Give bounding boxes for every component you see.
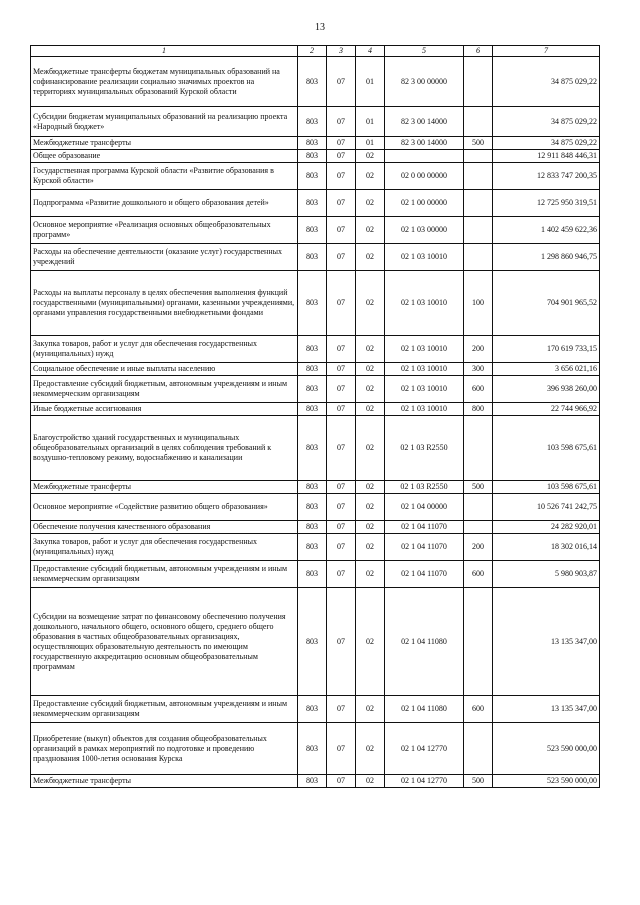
row-section-code: 07 — [327, 481, 356, 494]
row-section-code: 07 — [327, 107, 356, 137]
row-subsection-code: 02 — [356, 588, 385, 696]
row-target-code: 02 1 03 R2550 — [385, 481, 464, 494]
row-subsection-code: 01 — [356, 57, 385, 107]
row-section-code: 07 — [327, 534, 356, 561]
row-target-code: 02 0 00 00000 — [385, 163, 464, 190]
row-section-code: 07 — [327, 244, 356, 271]
row-admin-code: 803 — [298, 271, 327, 336]
row-name: Межбюджетные трансферты — [31, 481, 298, 494]
row-section-code: 07 — [327, 696, 356, 723]
row-target-code: 82 3 00 14000 — [385, 107, 464, 137]
row-expense-type — [464, 163, 493, 190]
row-subsection-code: 02 — [356, 696, 385, 723]
table-row — [31, 163, 600, 190]
row-section-code: 07 — [327, 363, 356, 376]
row-expense-type — [464, 416, 493, 481]
row-admin-code: 803 — [298, 137, 327, 150]
header-col-4: 4 — [356, 46, 385, 57]
row-section-code: 07 — [327, 376, 356, 403]
row-admin-code: 803 — [298, 107, 327, 137]
row-target-code: 02 1 04 11070 — [385, 534, 464, 561]
row-expense-type: 500 — [464, 137, 493, 150]
row-name: Государственная программа Курской области «Развитие образования в Курской области» — [31, 163, 298, 190]
row-section-code: 07 — [327, 723, 356, 775]
table-row — [31, 723, 600, 775]
row-name: Иные бюджетные ассигнования — [31, 403, 298, 416]
row-admin-code: 803 — [298, 57, 327, 107]
row-admin-code: 803 — [298, 403, 327, 416]
row-subsection-code: 02 — [356, 150, 385, 163]
row-subsection-code: 02 — [356, 163, 385, 190]
table-row — [31, 376, 600, 403]
row-admin-code: 803 — [298, 363, 327, 376]
row-amount: 396 938 260,00 — [493, 376, 600, 403]
row-target-code: 02 1 04 11080 — [385, 588, 464, 696]
header-col-2: 2 — [298, 46, 327, 57]
row-admin-code: 803 — [298, 150, 327, 163]
row-subsection-code: 01 — [356, 137, 385, 150]
table-row — [31, 137, 600, 150]
row-expense-type: 100 — [464, 271, 493, 336]
row-subsection-code: 02 — [356, 244, 385, 271]
row-amount: 24 282 920,01 — [493, 521, 600, 534]
table-row — [31, 775, 600, 788]
row-section-code: 07 — [327, 775, 356, 788]
row-amount: 523 590 000,00 — [493, 723, 600, 775]
row-name: Закупка товаров, работ и услуг для обеспечения государственных (муниципальных) нужд — [31, 534, 298, 561]
table-header-row — [31, 46, 600, 57]
table-row — [31, 150, 600, 163]
row-expense-type — [464, 244, 493, 271]
row-amount: 22 744 966,92 — [493, 403, 600, 416]
row-section-code: 07 — [327, 494, 356, 521]
table-row — [31, 534, 600, 561]
row-admin-code: 803 — [298, 723, 327, 775]
row-target-code: 02 1 04 00000 — [385, 494, 464, 521]
row-amount: 523 590 000,00 — [493, 775, 600, 788]
row-target-code: 82 3 00 14000 — [385, 137, 464, 150]
row-expense-type: 500 — [464, 481, 493, 494]
row-expense-type: 200 — [464, 534, 493, 561]
row-amount: 34 875 029,22 — [493, 57, 600, 107]
row-expense-type: 800 — [464, 403, 493, 416]
row-section-code: 07 — [327, 521, 356, 534]
row-amount: 34 875 029,22 — [493, 137, 600, 150]
row-amount: 13 135 347,00 — [493, 588, 600, 696]
row-amount: 103 598 675,61 — [493, 416, 600, 481]
table-row — [31, 561, 600, 588]
table-row — [31, 588, 600, 696]
row-target-code: 02 1 03 10010 — [385, 336, 464, 363]
row-subsection-code: 02 — [356, 416, 385, 481]
row-expense-type: 600 — [464, 561, 493, 588]
row-amount: 18 302 016,14 — [493, 534, 600, 561]
row-expense-type — [464, 217, 493, 244]
row-name: Приобретение (выкуп) объектов для создания общеобразовательных организаций в рамках мероприятий по подготовке и проведению празднования 1000-летия основания Курска — [31, 723, 298, 775]
budget-table — [30, 45, 600, 788]
row-name: Социальное обеспечение и иные выплаты населению — [31, 363, 298, 376]
row-amount: 12 725 950 319,51 — [493, 190, 600, 217]
row-target-code: 02 1 03 00000 — [385, 217, 464, 244]
row-admin-code: 803 — [298, 481, 327, 494]
row-section-code: 07 — [327, 57, 356, 107]
row-section-code: 07 — [327, 271, 356, 336]
row-expense-type — [464, 150, 493, 163]
table-row — [31, 217, 600, 244]
row-target-code: 02 1 03 10010 — [385, 376, 464, 403]
row-name: Субсидии бюджетам муниципальных образований на реализацию проекта «Народный бюджет» — [31, 107, 298, 137]
row-subsection-code: 02 — [356, 534, 385, 561]
row-target-code: 02 1 04 11080 — [385, 696, 464, 723]
table-row — [31, 107, 600, 137]
table-row — [31, 190, 600, 217]
row-amount: 13 135 347,00 — [493, 696, 600, 723]
row-subsection-code: 02 — [356, 217, 385, 244]
header-col-6: 6 — [464, 46, 493, 57]
row-admin-code: 803 — [298, 494, 327, 521]
row-amount: 3 656 021,16 — [493, 363, 600, 376]
row-target-code: 02 1 04 12770 — [385, 723, 464, 775]
row-amount: 12 911 848 446,31 — [493, 150, 600, 163]
row-name: Предоставление субсидий бюджетным, автономным учреждениям и иным некоммерческим организациям — [31, 376, 298, 403]
row-amount: 12 833 747 200,35 — [493, 163, 600, 190]
row-admin-code: 803 — [298, 244, 327, 271]
row-name: Благоустройство зданий государственных и муниципальных общеобразовательных организаций в целях соблюдения требований к воздушно-тепловому режиму, водоснабжению и канализации — [31, 416, 298, 481]
row-target-code: 02 1 03 10010 — [385, 271, 464, 336]
row-amount: 1 402 459 622,36 — [493, 217, 600, 244]
row-admin-code: 803 — [298, 217, 327, 244]
table-row — [31, 244, 600, 271]
row-subsection-code: 01 — [356, 107, 385, 137]
row-subsection-code: 02 — [356, 494, 385, 521]
row-subsection-code: 02 — [356, 481, 385, 494]
table-row — [31, 494, 600, 521]
row-name: Общее образование — [31, 150, 298, 163]
row-name: Расходы на обеспечение деятельности (оказание услуг) государственных учреждений — [31, 244, 298, 271]
row-section-code: 07 — [327, 336, 356, 363]
row-target-code: 02 1 00 00000 — [385, 190, 464, 217]
row-expense-type — [464, 190, 493, 217]
row-section-code: 07 — [327, 561, 356, 588]
row-section-code: 07 — [327, 217, 356, 244]
row-expense-type — [464, 107, 493, 137]
row-section-code: 07 — [327, 403, 356, 416]
row-expense-type — [464, 521, 493, 534]
row-amount: 34 875 029,22 — [493, 107, 600, 137]
row-section-code: 07 — [327, 163, 356, 190]
row-target-code: 02 1 03 10010 — [385, 244, 464, 271]
row-target-code: 02 1 03 10010 — [385, 363, 464, 376]
row-name: Подпрограмма «Развитие дошкольного и общего образования детей» — [31, 190, 298, 217]
row-expense-type: 600 — [464, 696, 493, 723]
row-amount: 10 526 741 242,75 — [493, 494, 600, 521]
row-admin-code: 803 — [298, 521, 327, 534]
row-target-code: 02 1 04 12770 — [385, 775, 464, 788]
row-admin-code: 803 — [298, 163, 327, 190]
row-target-code: 02 1 03 10010 — [385, 403, 464, 416]
table-row — [31, 403, 600, 416]
row-subsection-code: 02 — [356, 723, 385, 775]
row-target-code: 82 3 00 00000 — [385, 57, 464, 107]
row-admin-code: 803 — [298, 376, 327, 403]
row-name: Предоставление субсидий бюджетным, автономным учреждениям и иным некоммерческим организациям — [31, 561, 298, 588]
row-name: Предоставление субсидий бюджетным, автономным учреждениям и иным некоммерческим организациям — [31, 696, 298, 723]
header-col-5: 5 — [385, 46, 464, 57]
row-target-code — [385, 150, 464, 163]
header-col-3: 3 — [327, 46, 356, 57]
row-section-code: 07 — [327, 190, 356, 217]
table-row — [31, 363, 600, 376]
row-admin-code: 803 — [298, 696, 327, 723]
table-row — [31, 57, 600, 107]
row-section-code: 07 — [327, 416, 356, 481]
row-subsection-code: 02 — [356, 376, 385, 403]
row-name: Межбюджетные трансферты — [31, 137, 298, 150]
row-expense-type — [464, 494, 493, 521]
row-subsection-code: 02 — [356, 363, 385, 376]
table-row — [31, 271, 600, 336]
row-subsection-code: 02 — [356, 271, 385, 336]
table-row — [31, 481, 600, 494]
row-expense-type: 500 — [464, 775, 493, 788]
row-amount: 704 901 965,52 — [493, 271, 600, 336]
page-number: 13 — [315, 22, 325, 33]
row-name: Основное мероприятие «Реализация основных общеобразовательных программ» — [31, 217, 298, 244]
row-section-code: 07 — [327, 137, 356, 150]
table-row — [31, 336, 600, 363]
row-admin-code: 803 — [298, 336, 327, 363]
row-target-code: 02 1 03 R2550 — [385, 416, 464, 481]
row-name: Субсидии на возмещение затрат по финансовому обеспечению получения дошкольного, начального общего, основного общего, среднего общего образования в частных общеобразовательных организациях, осуществляющих образовательную деятельность по имеющим государственную аккредитацию основным общеобразовательным программам — [31, 588, 298, 696]
row-amount: 5 980 903,87 — [493, 561, 600, 588]
row-expense-type — [464, 588, 493, 696]
row-expense-type — [464, 723, 493, 775]
row-amount: 1 298 860 946,75 — [493, 244, 600, 271]
row-subsection-code: 02 — [356, 521, 385, 534]
row-subsection-code: 02 — [356, 775, 385, 788]
table-row — [31, 521, 600, 534]
row-subsection-code: 02 — [356, 336, 385, 363]
row-expense-type: 300 — [464, 363, 493, 376]
row-target-code: 02 1 04 11070 — [385, 521, 464, 534]
row-name: Закупка товаров, работ и услуг для обеспечения государственных (муниципальных) нужд — [31, 336, 298, 363]
row-name: Обеспечение получения качественного образования — [31, 521, 298, 534]
row-admin-code: 803 — [298, 561, 327, 588]
row-subsection-code: 02 — [356, 403, 385, 416]
row-admin-code: 803 — [298, 416, 327, 481]
row-subsection-code: 02 — [356, 190, 385, 217]
row-expense-type — [464, 57, 493, 107]
row-admin-code: 803 — [298, 775, 327, 788]
row-amount: 103 598 675,61 — [493, 481, 600, 494]
row-admin-code: 803 — [298, 190, 327, 217]
row-expense-type: 600 — [464, 376, 493, 403]
row-expense-type: 200 — [464, 336, 493, 363]
row-name: Основное мероприятие «Содействие развитию общего образования» — [31, 494, 298, 521]
row-name: Межбюджетные трансферты — [31, 775, 298, 788]
row-subsection-code: 02 — [356, 561, 385, 588]
table-row — [31, 416, 600, 481]
row-section-code: 07 — [327, 150, 356, 163]
row-admin-code: 803 — [298, 534, 327, 561]
row-section-code: 07 — [327, 588, 356, 696]
row-target-code: 02 1 04 11070 — [385, 561, 464, 588]
row-admin-code: 803 — [298, 588, 327, 696]
header-col-1: 1 — [31, 46, 298, 57]
table-row — [31, 696, 600, 723]
row-amount: 170 619 733,15 — [493, 336, 600, 363]
row-name: Межбюджетные трансферты бюджетам муниципальных образований на софинансирование реализации социально значимых проектов на территориях муниципальных образований Курской области — [31, 57, 298, 107]
header-col-7: 7 — [493, 46, 600, 57]
row-name: Расходы на выплаты персоналу в целях обеспечения выполнения функций государственными (муниципальными) органами, казенными учреждениями, органами управления государственными внебюджетными фондами — [31, 271, 298, 336]
